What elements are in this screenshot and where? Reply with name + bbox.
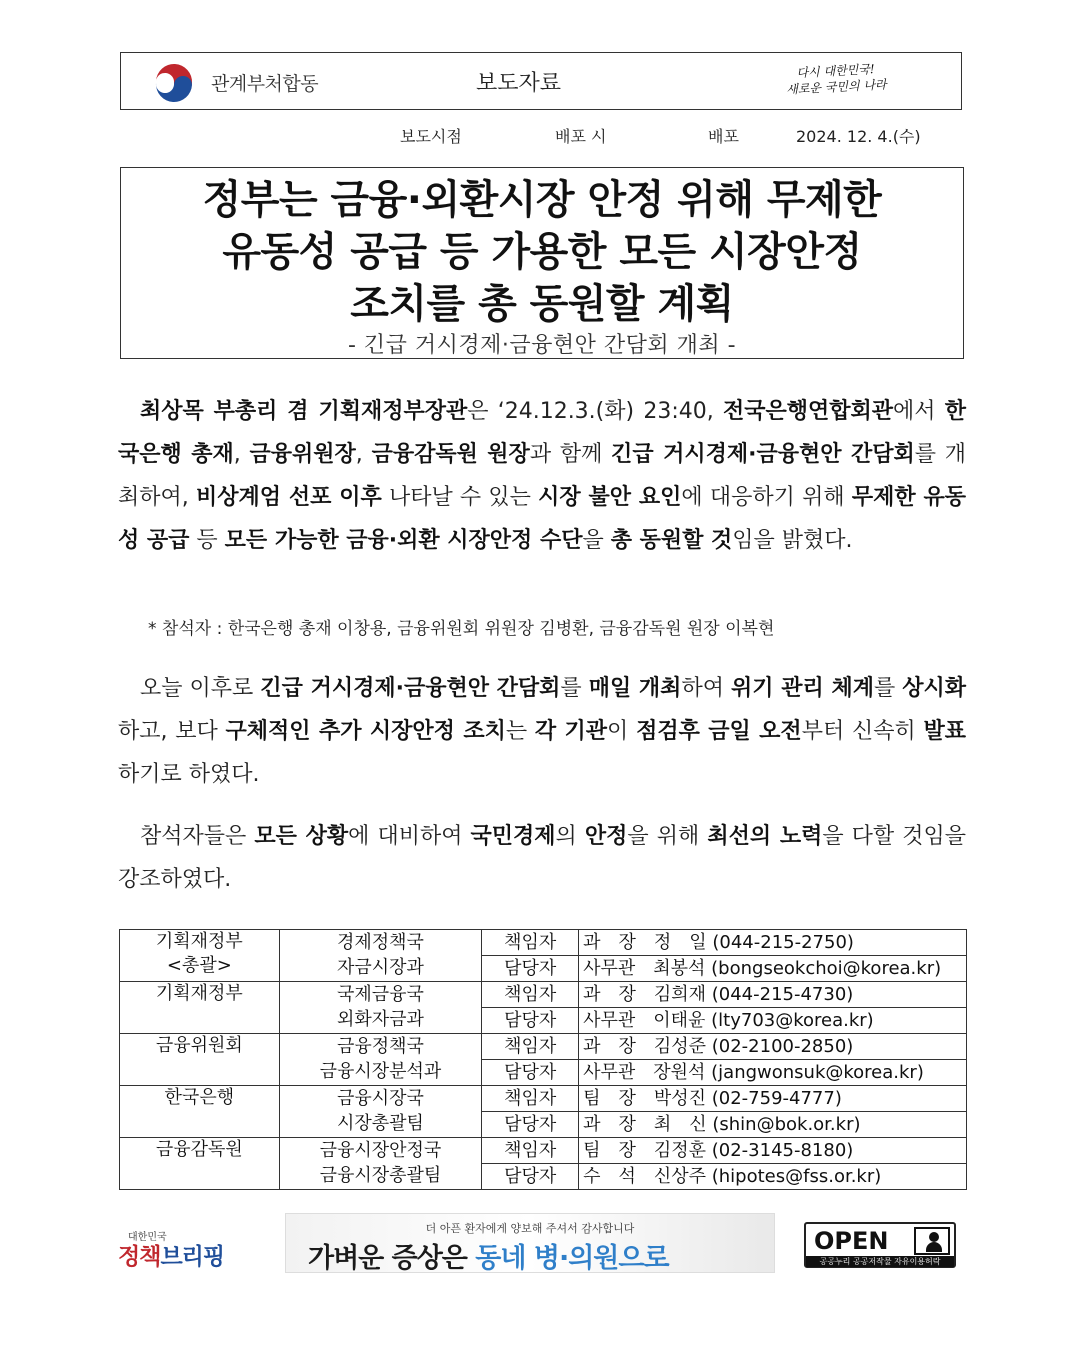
headline-subtitle: - 긴급 거시경제·금융현안 간담회 개최 - [347, 333, 737, 358]
headline-line-3: 조치를 총 동원할 계획 [350, 281, 734, 327]
contact-cell: 사무관 이태윤 (lty703@korea.kr) [579, 1008, 967, 1034]
campaign-banner[interactable] [285, 1213, 775, 1273]
agency-name: 관계부처합동 [211, 73, 319, 95]
headline-box [120, 167, 964, 359]
contacts-table [119, 929, 967, 1190]
contact-cell: 사무관 장원석 (jangwonsuk@korea.kr) [579, 1060, 967, 1086]
policy-briefing-logo[interactable]: 대한민국 정책브리핑 [118, 1232, 225, 1270]
role-cell: 담당자 [482, 956, 579, 982]
open-license-caption: 공공누리 공공저작물 자유이용허락 [806, 1256, 954, 1267]
role-cell: 책임자 [482, 1034, 579, 1060]
banner-caption: 더 아픈 환자에게 양보해 주셔서 감사합니다 [425, 1222, 635, 1235]
dept-cell: 금융시장분석과 [279, 1060, 482, 1086]
org-cell: 금융위원회 [120, 1034, 280, 1086]
role-cell: 책임자 [482, 1086, 579, 1112]
attribution-person-icon [914, 1227, 950, 1255]
dept-cell: 금융시장총괄팀 [279, 1164, 482, 1190]
contact-cell: 팀 장 김정훈 (02-3145-8180) [579, 1138, 967, 1164]
body-paragraph-1: 최상목 부총리 겸 기획재정부장관은 ‘24.12.3.(화) 23:40, 전국은행연합회관에서 한국은행 총재, 금융위원장, 금융감독원 원장과 함께 긴급 거시경제·금융현안 간담회를 개최하여, 비상계엄 선포 이후 나타날 수 있는 시장 불안 요인에 대응하기 위해 무제한 유동성 공급 등 모든 가능한 금융·외환 시장안정 수단을 총 동원할 것임을 밝혔다. [118, 399, 966, 553]
table-row [120, 1034, 967, 1060]
org-cell: 기획재정부 <총괄> [120, 930, 280, 982]
distribution-label: 배포 시 [555, 127, 607, 146]
body-paragraph-2: 오늘 이후로 긴급 거시경제·금융현안 간담회를 매일 개최하여 위기 관리 체계를 상시화하고, 보다 구체적인 추가 시장안정 조치는 각 기관이 점검후 금일 오전부터 신속히 발표하기로 하였다. [118, 676, 967, 787]
dept-cell: 금융시장안정국 [279, 1138, 482, 1164]
banner-headline: 가벼운 증상은 동네 병·의원으로 [308, 1243, 669, 1274]
contact-cell: 과 장 김성준 (02-2100-2850) [579, 1034, 967, 1060]
distributed-label: 배포 [708, 127, 739, 146]
release-date: 2024. 12. 4.(수) [796, 127, 921, 146]
headline-line-1: 정부는 금융·외환시장 안정 위해 무제한 [202, 177, 882, 223]
contact-cell: 수 석 신상주 (hipotes@fss.or.kr) [579, 1164, 967, 1190]
role-cell: 책임자 [482, 930, 579, 956]
org-cell: 금융감독원 [120, 1138, 280, 1190]
dept-cell: 경제정책국 [279, 930, 482, 956]
headline-line-2: 유동성 공급 등 가용한 모든 시장안정 [222, 229, 862, 275]
release-time-label: 보도시점 [400, 127, 462, 146]
body-paragraph-3: 참석자들은 모든 상황에 대비하여 국민경제의 안정을 위해 최선의 노력을 다할 것임을 강조하였다. [118, 824, 967, 892]
contact-cell: 과 장 김희재 (044-215-4730) [579, 982, 967, 1008]
role-cell: 책임자 [482, 982, 579, 1008]
dept-cell: 금융시장국 [279, 1086, 482, 1112]
kogl-open-badge[interactable] [804, 1222, 956, 1268]
slogan-signature: 다시 대한민국! 새로운 국민의 나라 [785, 61, 887, 97]
contact-cell: 과 장 정 일 (044-215-2750) [579, 930, 967, 956]
table-row [120, 1138, 967, 1164]
role-cell: 담당자 [482, 1164, 579, 1190]
dept-cell: 금융정책국 [279, 1034, 482, 1060]
attendees-note: * 참석자 : 한국은행 총재 이창용, 금융위원회 위원장 김병환, 금융감독원 원장 이복현 [148, 619, 775, 639]
dept-cell: 시장총괄팀 [279, 1112, 482, 1138]
contact-cell: 과 장 최 신 (shin@bok.or.kr) [579, 1112, 967, 1138]
contact-cell: 팀 장 박성진 (02-759-4777) [579, 1086, 967, 1112]
dept-cell: 국제금융국 [279, 982, 482, 1008]
table-row [120, 982, 967, 1008]
role-cell: 책임자 [482, 1138, 579, 1164]
table-row [120, 1086, 967, 1112]
org-cell: 한국은행 [120, 1086, 280, 1138]
header-box [120, 52, 962, 110]
org-cell: 기획재정부 [120, 982, 280, 1034]
open-type-label [916, 1256, 920, 1257]
open-label: OPEN [814, 1227, 889, 1255]
dept-cell: 자금시장과 [279, 956, 482, 982]
role-cell: 담당자 [482, 1112, 579, 1138]
contact-cell: 사무관 최봉석 (bongseokchoi@korea.kr) [579, 956, 967, 982]
table-row [120, 930, 967, 956]
role-cell: 담당자 [482, 1008, 579, 1034]
dept-cell: 외화자금과 [279, 1008, 482, 1034]
role-cell: 담당자 [482, 1060, 579, 1086]
document-type: 보도자료 [476, 71, 562, 96]
taegeuk-emblem-icon [151, 61, 197, 107]
